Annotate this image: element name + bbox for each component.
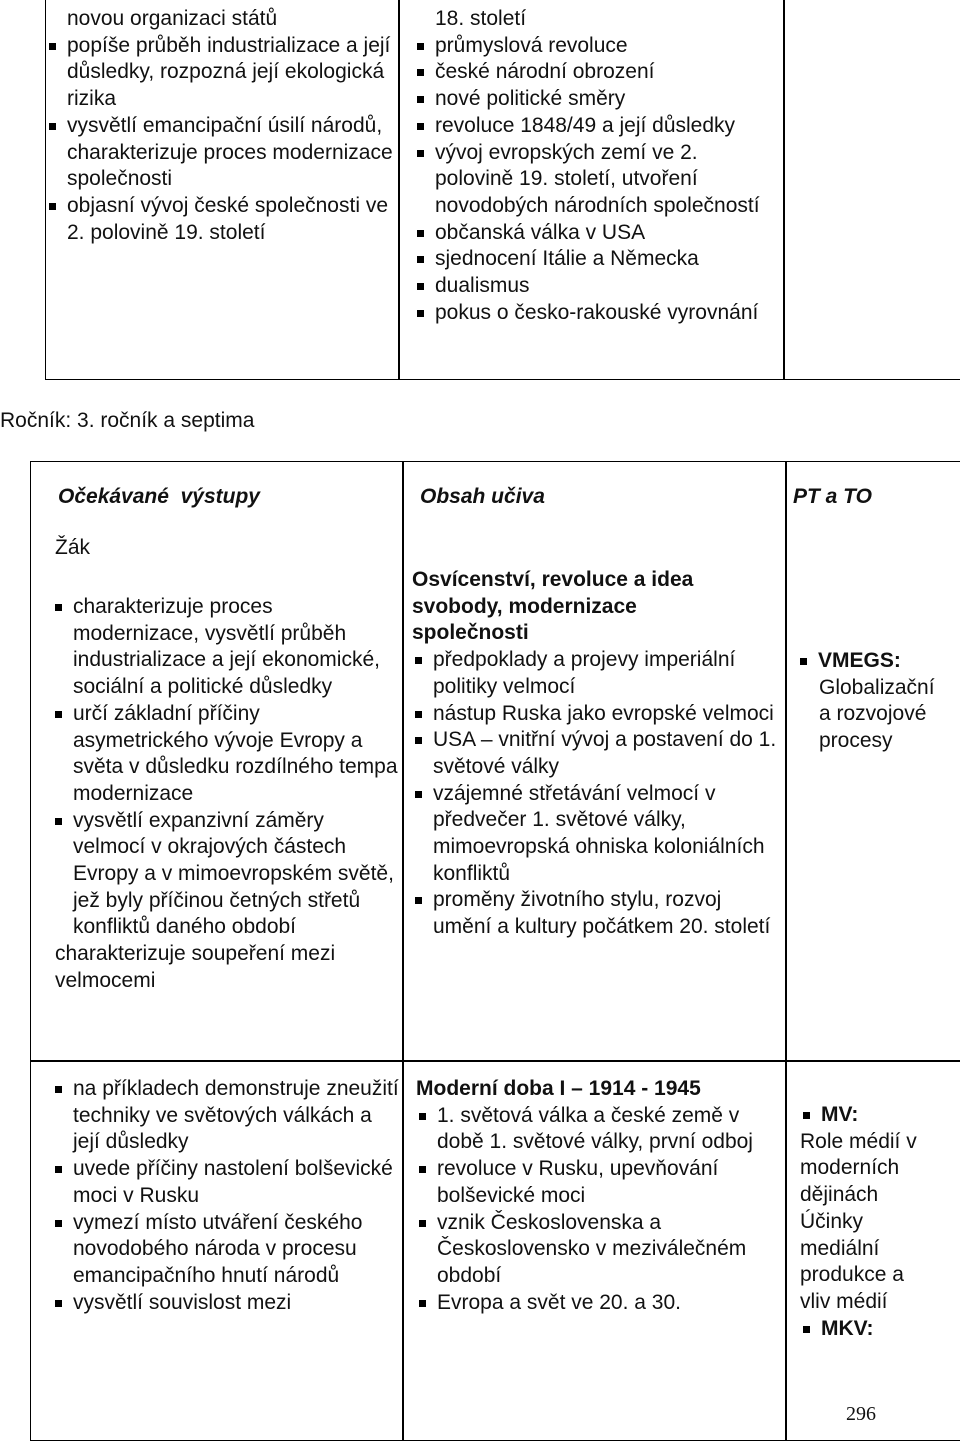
list-item: 1. světová válka a české země v době 1. světové války, první odboj bbox=[416, 1103, 782, 1156]
list-item: určí základní příčiny asymetrického vývoje Evropy a světa v důsledku rozdílného tempa modernizace bbox=[52, 701, 400, 808]
header-content: Obsah učiva bbox=[420, 485, 545, 508]
list-item: Evropa a svět ve 20. a 30. bbox=[416, 1290, 782, 1317]
section1-outcomes-cell bbox=[52, 594, 400, 995]
top-outcomes-cell bbox=[46, 6, 396, 246]
list-item: revoluce v Rusku, upevňování bolševické moci bbox=[416, 1156, 782, 1209]
list-item: vymezí místo utváření českého novodobého národa v procesu emancipačního hnutí národů bbox=[52, 1210, 400, 1290]
section1-outcomes-list bbox=[52, 594, 400, 941]
section1-content-title: Osvícenství, revoluce a idea svobody, modernizace společnosti bbox=[412, 568, 694, 645]
grade-heading: Ročník: 3. ročník a septima bbox=[0, 409, 255, 432]
list-item: nástup Ruska jako evropské velmoci bbox=[412, 701, 782, 728]
section2-pt-cell bbox=[800, 1102, 958, 1342]
list-item: vysvětlí expanzivní záměry velmocí v okrajových částech Evropy a v mimoevropském světě, jež byly příčinou četných střetů konfliktů daného období bbox=[52, 808, 400, 942]
list-item: na příkladech demonstruje zneužití techniky ve světových válkách a její důsledky bbox=[52, 1076, 400, 1156]
list-item: proměny životního stylu, rozvoj umění a kultury počátkem 20. století bbox=[412, 887, 782, 940]
top-outcomes-continuation: novou organizaci států bbox=[67, 7, 278, 30]
top-content-cell bbox=[414, 6, 779, 326]
list-item: pokus o česko-rakouské vyrovnání bbox=[414, 300, 779, 327]
list-item: sjednocení Itálie a Německa bbox=[414, 246, 779, 273]
main-table-divider-2 bbox=[785, 461, 787, 1441]
list-item: průmyslová revoluce bbox=[414, 33, 779, 60]
list-item: vzájemné střetávání velmocí v předvečer 1. světové války, mimoevropská ohniska koloniálních konfliktů bbox=[412, 781, 782, 888]
main-table-divider-1 bbox=[402, 461, 404, 1441]
list-item bbox=[800, 1316, 958, 1343]
list-item: revoluce 1848/49 a její důsledky bbox=[414, 113, 779, 140]
list-item: nové politické směry bbox=[414, 86, 779, 113]
list-item: předpoklady a projevy imperiální politiky velmocí bbox=[412, 647, 782, 700]
section2-content-cell bbox=[416, 1076, 782, 1316]
top-content-first: 18. století bbox=[435, 7, 527, 30]
top-table-divider-2 bbox=[783, 0, 785, 380]
section1-outcomes-tail: charakterizuje soupeření mezi velmocemi bbox=[55, 942, 336, 992]
pt-text: Role médií v moderních dějinách Účinky mediální produkce a vliv médií bbox=[800, 1129, 917, 1313]
list-item: dualismus bbox=[414, 273, 779, 300]
list-item bbox=[797, 648, 957, 675]
list-item: popíše průběh industrializace a její důsledky, rozpozná její ekologická rizika bbox=[46, 33, 396, 113]
section1-content-cell bbox=[412, 567, 782, 941]
list-item: objasní vývoj české společnosti ve 2. polovině 19. století bbox=[46, 193, 396, 246]
top-content-list bbox=[414, 33, 779, 327]
pupil-label: Žák bbox=[55, 536, 91, 559]
list-item: USA – vnitřní vývoj a postavení do 1. světové války bbox=[412, 727, 782, 780]
list-item: charakterizuje proces modernizace, vysvětlí průběh industrializace a její ekonomické, sociální a politické důsledky bbox=[52, 594, 400, 701]
list-item: české národní obrození bbox=[414, 59, 779, 86]
section1-content-list bbox=[412, 647, 782, 941]
pt-code: MV: bbox=[821, 1103, 859, 1126]
list-item: vznik Československa a Československo v meziválečném období bbox=[416, 1210, 782, 1290]
list-item: občanská válka v USA bbox=[414, 220, 779, 247]
list-item bbox=[800, 1102, 958, 1129]
top-table-divider-1 bbox=[398, 0, 400, 380]
section2-outcomes-list bbox=[52, 1076, 400, 1316]
section1-pt-cell bbox=[797, 648, 957, 755]
page-number: 296 bbox=[846, 1403, 876, 1425]
list-item: vysvětlí emancipační úsilí národů, charakterizuje proces modernizace společnosti bbox=[46, 113, 396, 193]
main-table-row-divider bbox=[30, 1060, 960, 1062]
list-item: vývoj evropských zemí ve 2. polovině 19. století, utvoření novodobých národních společností bbox=[414, 140, 779, 220]
section2-outcomes-cell bbox=[52, 1076, 400, 1316]
pt-code: MKV: bbox=[821, 1316, 874, 1340]
section2-content-title: Moderní doba I – 1914 - 1945 bbox=[416, 1077, 701, 1100]
header-outcomes: Očekávané výstupy bbox=[58, 485, 260, 508]
list-item: uvede příčiny nastolení bolševické moci v Rusku bbox=[52, 1156, 400, 1209]
pt-text: Globalizační a rozvojové procesy bbox=[819, 675, 935, 753]
section2-content-list bbox=[416, 1103, 782, 1317]
top-outcomes-list bbox=[46, 33, 396, 247]
pt-code: VMEGS: bbox=[818, 649, 901, 672]
list-item: vysvětlí souvislost mezi bbox=[52, 1290, 400, 1317]
header-pt: PT a TO bbox=[793, 485, 872, 508]
